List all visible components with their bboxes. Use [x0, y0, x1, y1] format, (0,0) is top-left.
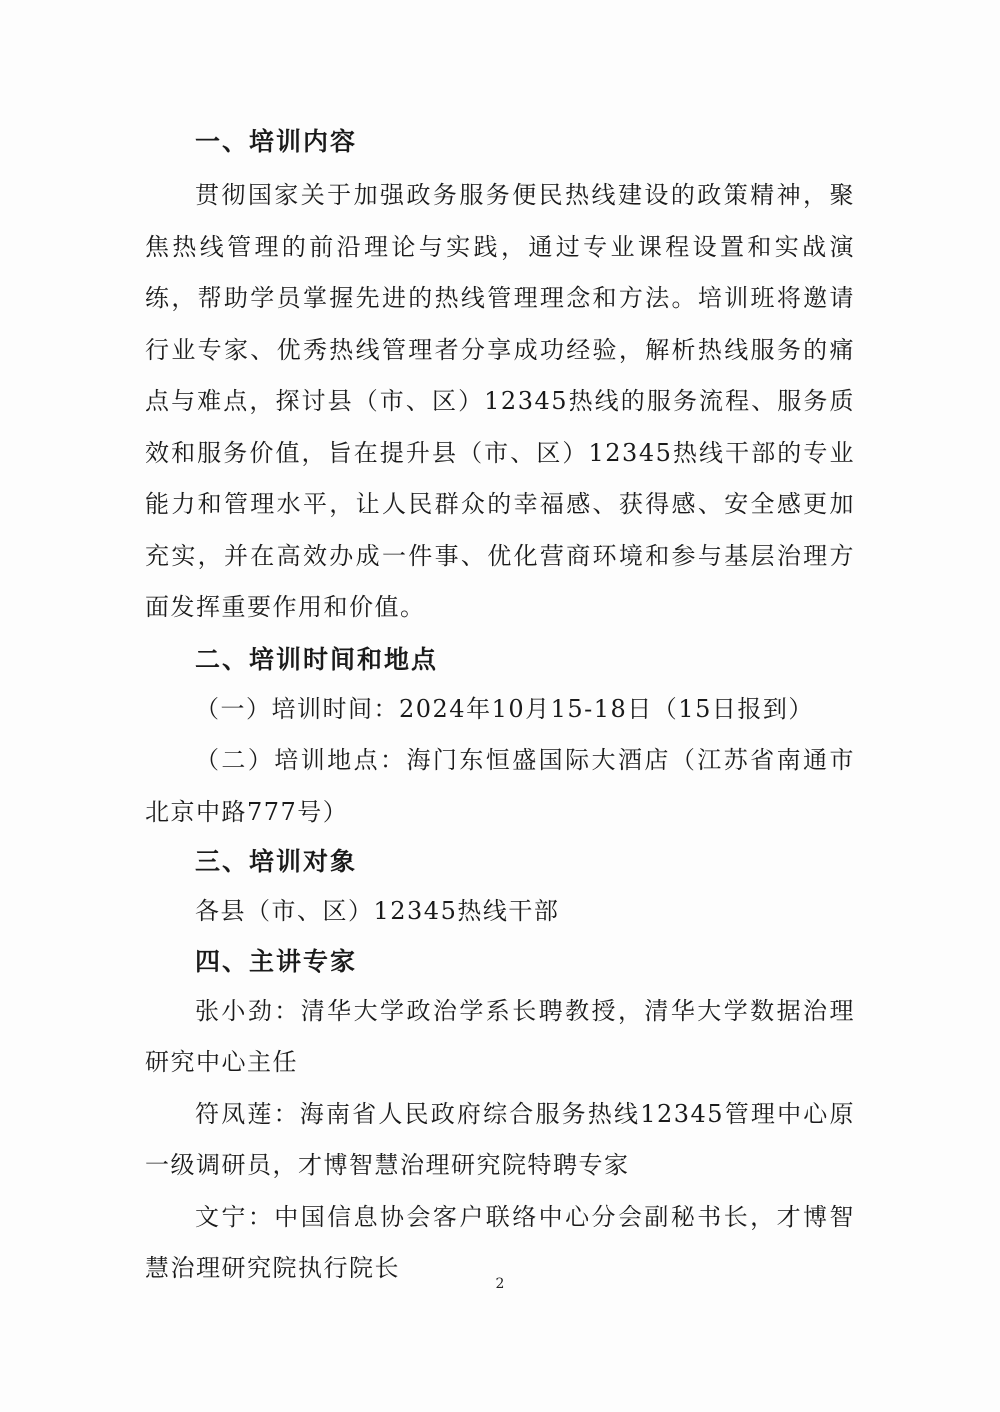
section-heading-experts: 四、主讲专家 — [195, 946, 358, 976]
expert-entry: 文宁：中国信息协会客户联络中心分会副秘书长，才博智慧治理研究院执行院长 — [145, 1202, 855, 1282]
training-time: （一）培训时间：2024年10月15-18日（15日报到） — [195, 694, 814, 723]
training-place: （二）培训地点：海门东恒盛国际大酒店（江苏省南通市北京中路777号） — [145, 746, 855, 826]
section-heading-time-place: 二、培训时间和地点 — [195, 644, 439, 674]
page-number: 2 — [495, 1276, 505, 1292]
expert-entry: 张小劲：清华大学政治学系长聘教授，清华大学数据治理研究中心主任 — [145, 996, 855, 1076]
trainees-paragraph: 各县（市、区）12345热线干部 — [195, 897, 560, 925]
section-heading-training-content: 一、培训内容 — [195, 127, 358, 156]
section-heading-trainees: 三、培训对象 — [195, 847, 358, 876]
expert-entry: 符凤莲：海南省人民政府综合服务热线12345管理中心原一级调研员，才博智慧治理研究院特聘专家 — [145, 1099, 855, 1179]
document-body — [145, 118, 855, 1295]
training-content-paragraph: 贯彻国家关于加强政务服务便民热线建设的政策精神，聚焦热线管理的前沿理论与实践，通过专业课程设置和实战演练，帮助学员掌握先进的热线管理理念和方法。培训班将邀请行业专家、优秀热线管理者分享成功经验，解析热线服务的痛点与难点，探讨县（市、区）12345热线的服务流程、服务质效和服务价值，旨在提升县（市、区）12345热线干部的专业能力和管理水平，让人民群众的幸福感、获得感、安全感更加充实，并在高效办成一件事、优化营商环境和参与基层治理方面发挥重要作用和价值。 — [145, 181, 855, 621]
